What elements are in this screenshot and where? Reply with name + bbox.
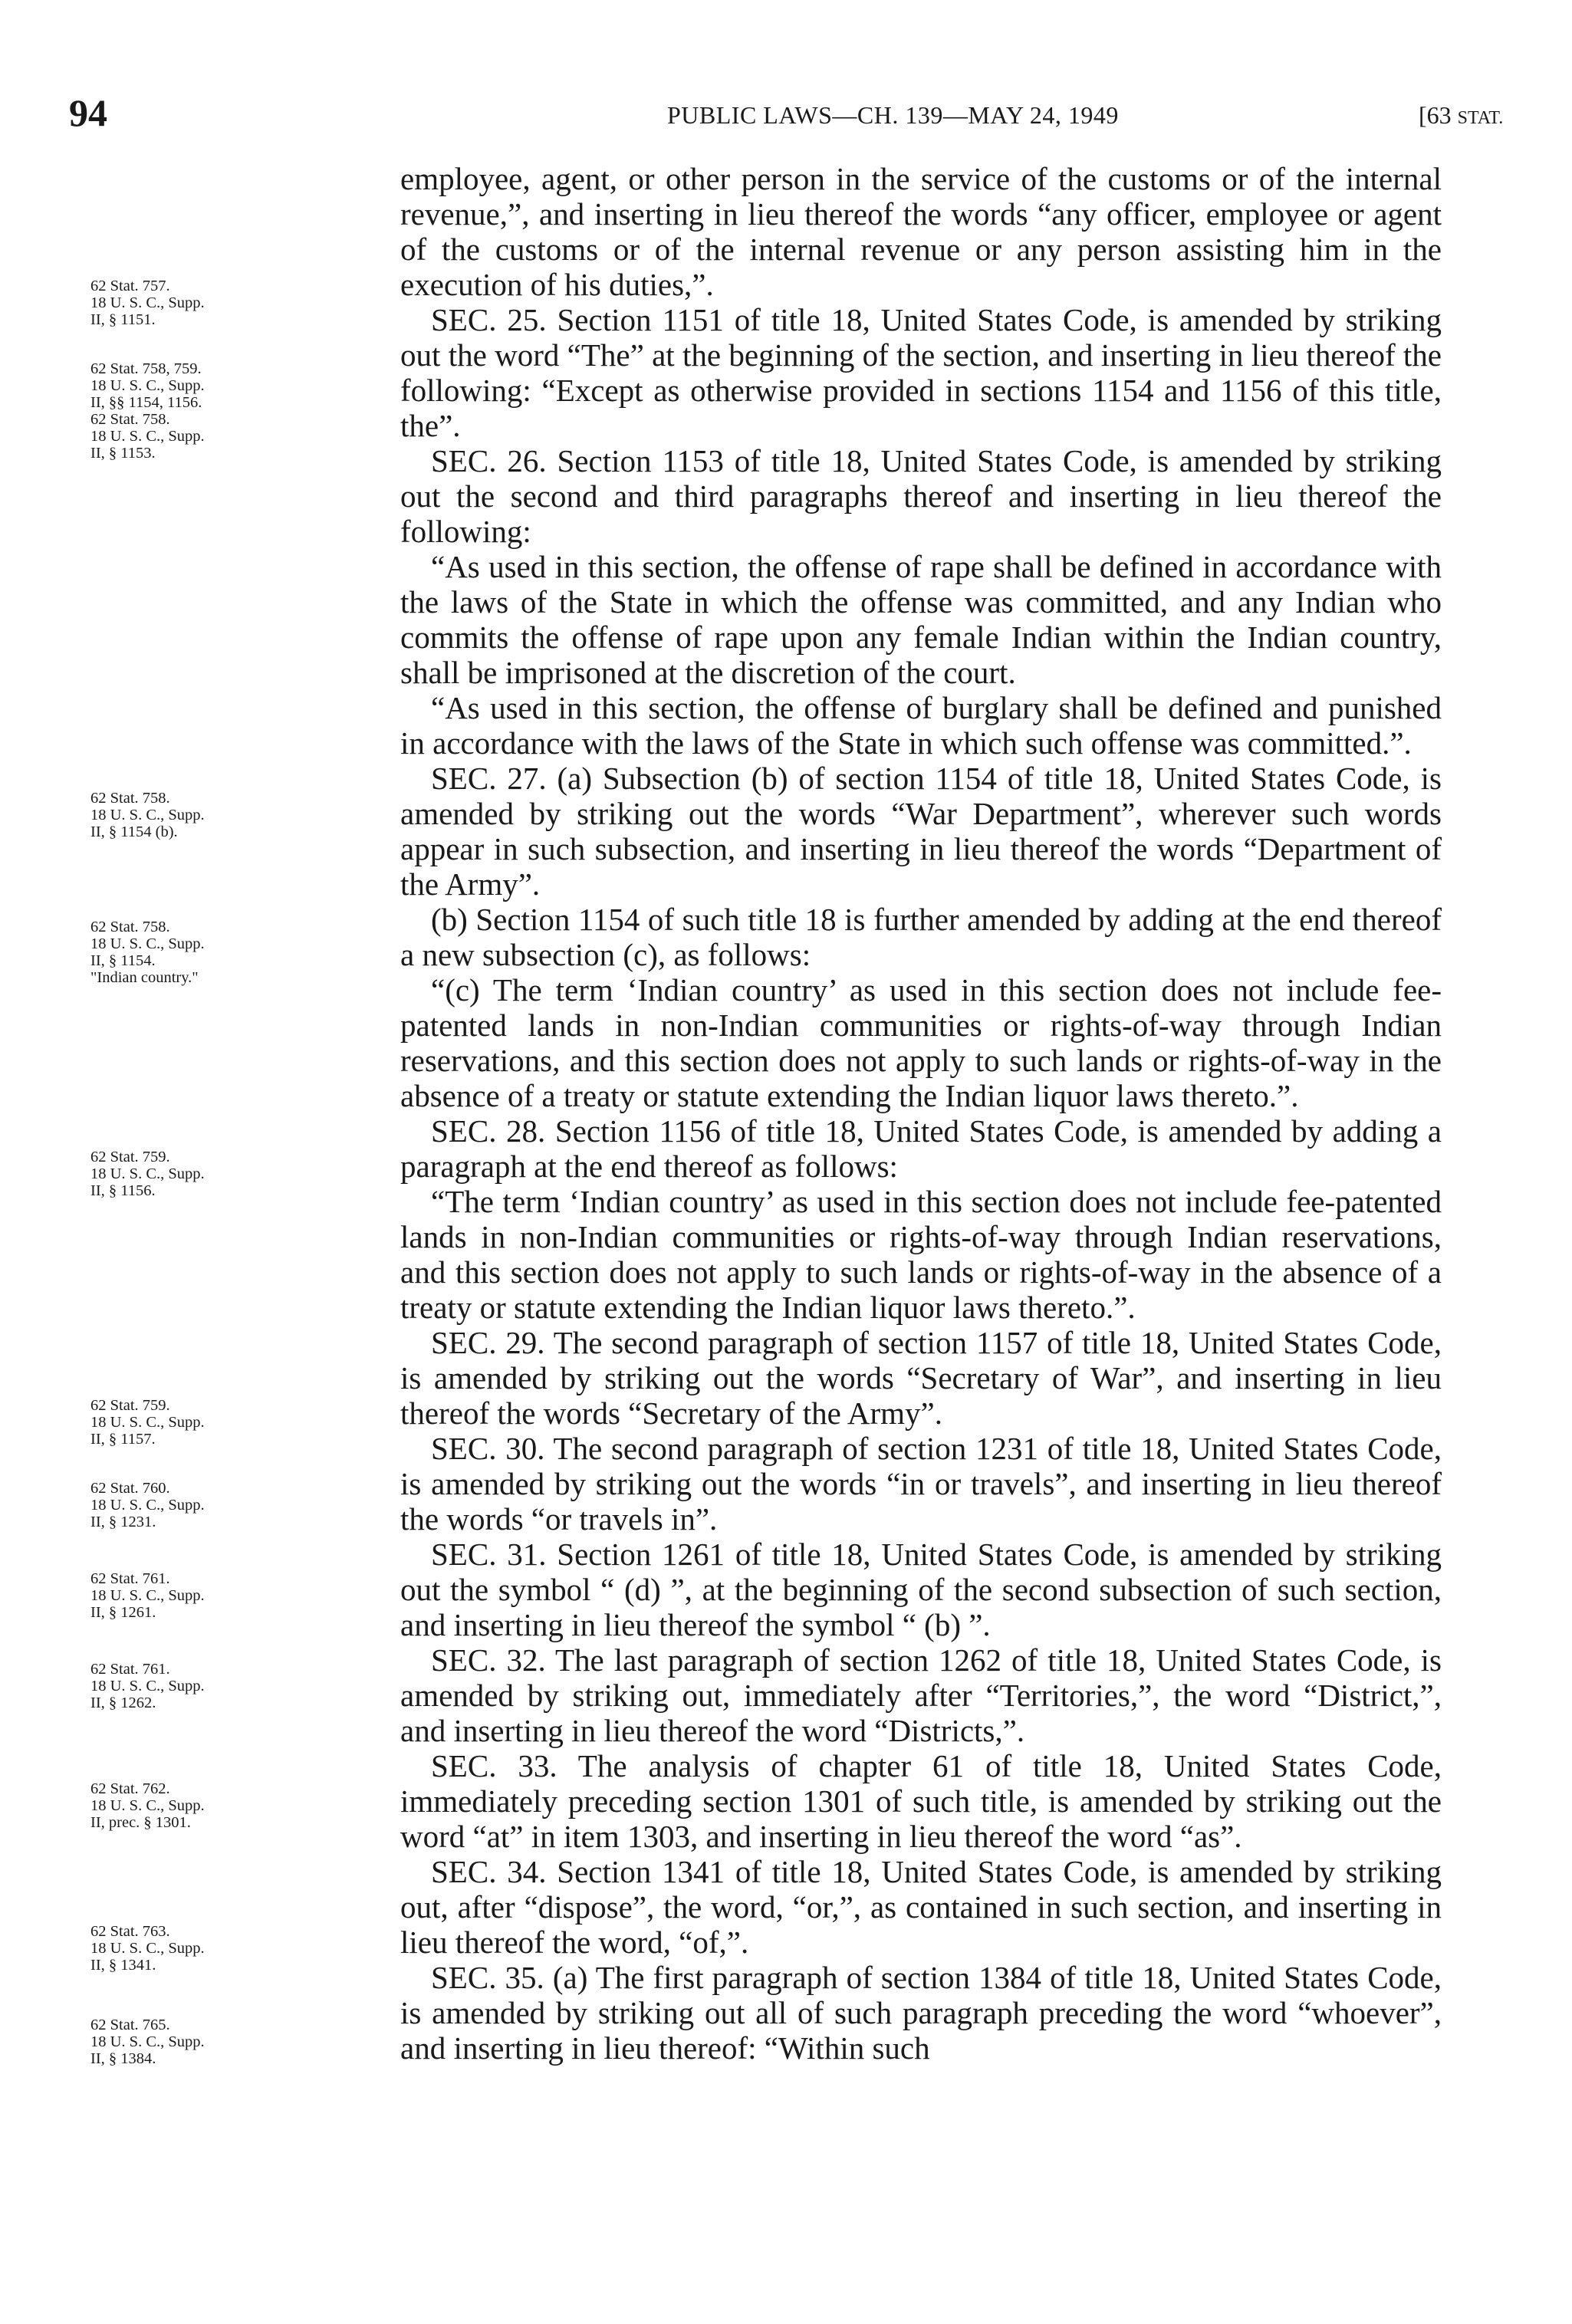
margin-note: 62 Stat. 760. 18 U. S. C., Supp. II, § 1231. xyxy=(90,1480,205,1530)
margin-note: 62 Stat. 758. 18 U. S. C., Supp. II, § 1154 (b). xyxy=(90,790,205,840)
margin-note: 62 Stat. 763. 18 U. S. C., Supp. II, § 1341. xyxy=(90,1923,205,1974)
quoted-paragraph: “(c) The term ‘Indian country’ as used in this section does not include fee-patented lands in non-Indian communities or rights-of-way through Indian reservations, and this section does not apply to such lands or rights-of-way in the absence of a treaty or statute extending the Indian liquor laws thereto.”. xyxy=(400,972,1442,1113)
paragraph: employee, agent, or other person in the service of the customs or of the internal revenue,”, and inserting in lieu thereof the words “any officer, employee or agent of the customs or of the internal revenue or any person assisting him in the execution of his duties,”. xyxy=(400,161,1442,302)
section-33: SEC. 33. The analysis of chapter 61 of title 18, United States Code, immediately preceding section 1301 of such title, is amended by striking out the word “at” in item 1303, and inserting in lieu thereof the word “as”. xyxy=(400,1748,1442,1854)
margin-note: 62 Stat. 757. 18 U. S. C., Supp. II, § 1151. xyxy=(90,278,205,328)
section-34: SEC. 34. Section 1341 of title 18, United States Code, is amended by striking out, after “dispose”, the word, “or,”, as contained in such section, and inserting in lieu thereof the word, “of,”. xyxy=(400,1854,1442,1960)
section-31: SEC. 31. Section 1261 of title 18, United States Code, is amended by striking out the symbol “ (d) ”, at the beginning of the second subsection of such section, and inserting in lieu thereof the symbol “ (b) ”. xyxy=(400,1537,1442,1642)
section-35: SEC. 35. (a) The first paragraph of section 1384 of title 18, United States Code, is amended by striking out all of such paragraph preceding the word “whoever”, and inserting in lieu thereof: “Within such xyxy=(400,1960,1442,2066)
margin-note: 62 Stat. 759. 18 U. S. C., Supp. II, § 1157. xyxy=(90,1397,205,1448)
margin-note: 62 Stat. 758, 759. 18 U. S. C., Supp. II, §§ 1154, 1156. 62 Stat. 758. 18 U. S. C., Supp. II, § 1153. xyxy=(90,360,205,462)
volume-citation xyxy=(1419,101,1503,130)
section-29: SEC. 29. The second paragraph of section 1157 of title 18, United States Code, is amended by striking out the words “Secretary of War”, and inserting in lieu thereof the words “Secretary of the Army”. xyxy=(400,1325,1442,1431)
running-head: PUBLIC LAWS—CH. 139—MAY 24, 1949 xyxy=(667,101,1119,129)
volume-stat: STAT. xyxy=(1457,108,1504,128)
margin-note: 62 Stat. 762. 18 U. S. C., Supp. II, prec. § 1301. xyxy=(90,1780,205,1831)
margin-note: 62 Stat. 761. 18 U. S. C., Supp. II, § 1261. xyxy=(90,1570,205,1621)
volume-prefix: [63 xyxy=(1419,101,1458,129)
section-27: SEC. 27. (a) Subsection (b) of section 1154 of title 18, United States Code, is amended by striking out the words “War Department”, wherever such words appear in such subsection, and inserting in lieu thereof the words “Department of the Army”. xyxy=(400,761,1442,902)
margin-notes xyxy=(90,0,397,2324)
section-28: SEC. 28. Section 1156 of title 18, United States Code, is amended by adding a paragraph at the end thereof as follows: xyxy=(400,1113,1442,1184)
body-text xyxy=(400,161,1442,2066)
section-30: SEC. 30. The second paragraph of section 1231 of title 18, United States Code, is amended by striking out the words “in or travels”, and inserting in lieu thereof the words “or travels in”. xyxy=(400,1431,1442,1537)
quoted-paragraph: “As used in this section, the offense of rape shall be defined in accordance with the laws of the State in which the offense was committed, and any Indian who commits the offense of rape upon any female Indian within the Indian country, shall be imprisoned at the discretion of the court. xyxy=(400,549,1442,690)
quoted-paragraph: “As used in this section, the offense of burglary shall be defined and punished in accordance with the laws of the State in which such offense was committed.”. xyxy=(400,690,1442,761)
paragraph: (b) Section 1154 of such title 18 is further amended by adding at the end thereof a new subsection (c), as follows: xyxy=(400,902,1442,972)
section-25: SEC. 25. Section 1151 of title 18, United States Code, is amended by striking out the word “The” at the beginning of the section, and inserting in lieu thereof the following: “Except as otherwise provided in sections 1154 and 1156 of this title, the”. xyxy=(400,302,1442,443)
section-26: SEC. 26. Section 1153 of title 18, United States Code, is amended by striking out the second and third paragraphs thereof and inserting in lieu thereof the following: xyxy=(400,443,1442,549)
quoted-paragraph: “The term ‘Indian country’ as used in this section does not include fee-patented lands in non-Indian communities or rights-of-way through Indian reservations, and this section does not apply to such lands or rights-of-way in the absence of a treaty or statute extending the Indian liquor laws thereto.”. xyxy=(400,1184,1442,1325)
margin-note: 62 Stat. 758. 18 U. S. C., Supp. II, § 1154. "Indian country." xyxy=(90,919,205,986)
section-32: SEC. 32. The last paragraph of section 1262 of title 18, United States Code, is amended by striking out, immediately after “Territories,”, the word “District,”, and inserting in lieu thereof the word “Districts,”. xyxy=(400,1642,1442,1748)
margin-note: 62 Stat. 765. 18 U. S. C., Supp. II, § 1384. xyxy=(90,2017,205,2067)
margin-note: 62 Stat. 761. 18 U. S. C., Supp. II, § 1262. xyxy=(90,1661,205,1711)
page-number: 94 xyxy=(69,91,107,134)
margin-note: 62 Stat. 759. 18 U. S. C., Supp. II, § 1156. xyxy=(90,1149,205,1199)
